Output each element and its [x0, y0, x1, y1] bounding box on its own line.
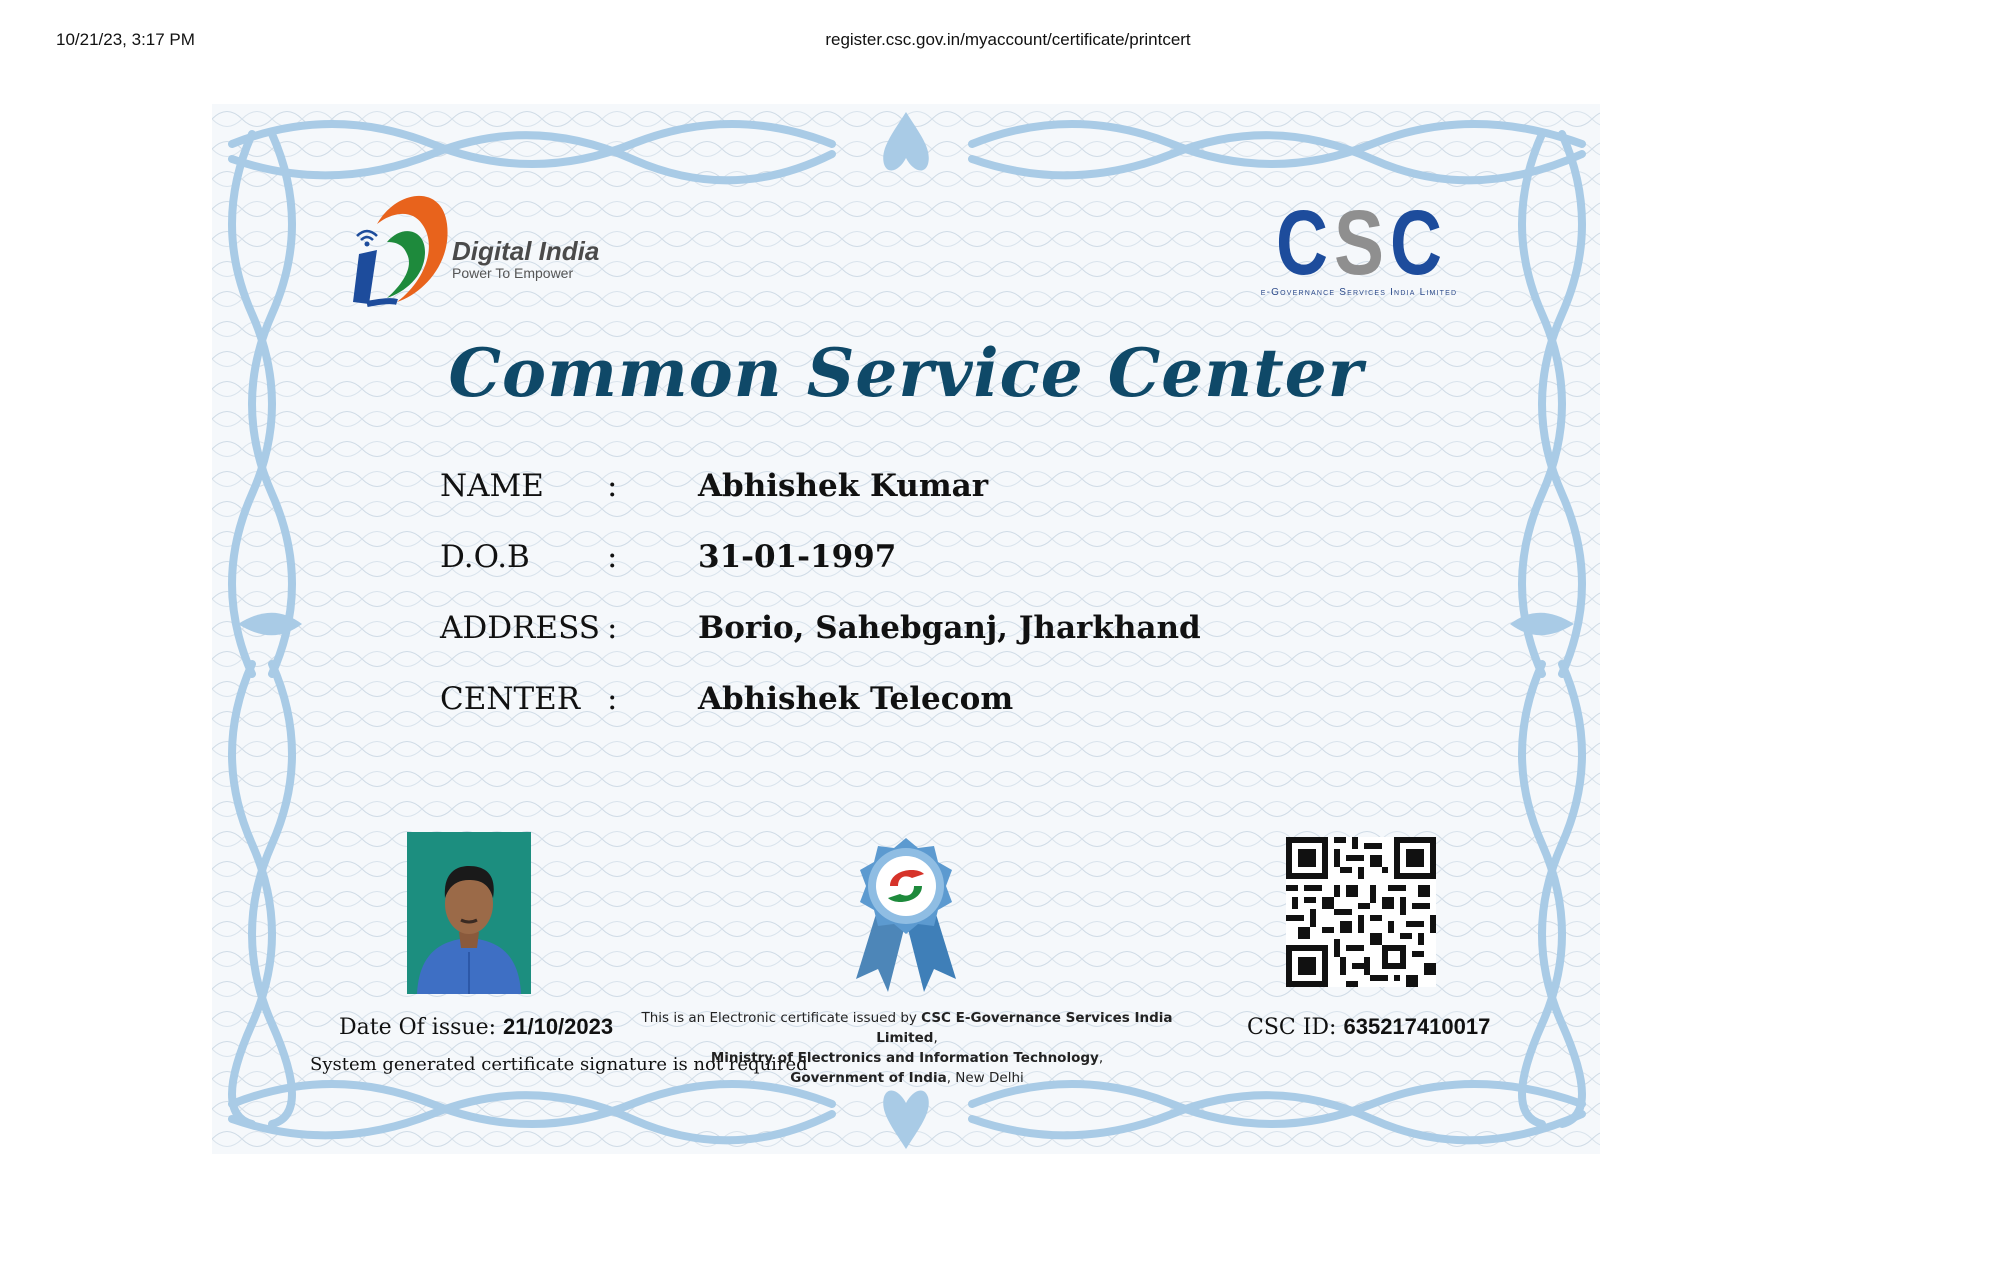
print-url: register.csc.gov.in/myaccount/certificate/printcert	[825, 30, 1191, 49]
issuer-comma-1: ,	[933, 1030, 938, 1046]
issuer-ministry: Ministry of Electronics and Information Technology	[710, 1050, 1099, 1066]
issuer-lead: This is an Electronic certificate issued by	[641, 1010, 922, 1026]
signature-note: System generated certificate signature is not required	[310, 1054, 808, 1075]
issuer-statement	[612, 1008, 1202, 1088]
date-of-issue	[339, 1014, 613, 1040]
name-colon: :	[607, 468, 618, 504]
csc-id-label: CSC ID:	[1247, 1015, 1337, 1040]
svg-text:C: C	[1390, 192, 1442, 294]
qr-code-icon	[1286, 837, 1436, 987]
dob-value: 31-01-1997	[698, 539, 897, 575]
date-of-issue-label: Date Of issue:	[339, 1015, 496, 1040]
digital-india-name: Digital India	[452, 236, 600, 266]
csc-id-value: 635217410017	[1343, 1014, 1491, 1039]
address-colon: :	[607, 610, 618, 646]
name-value: Abhishek Kumar	[698, 468, 989, 504]
csc-subtitle: e-Governance Services India Limited	[1260, 287, 1458, 298]
csc-logo	[1224, 192, 1494, 298]
seal-ribbon-icon	[846, 834, 966, 994]
issuer-government: Government of India	[790, 1070, 947, 1086]
print-timestamp: 10/21/23, 3:17 PM	[56, 30, 195, 49]
address-label: ADDRESS	[440, 610, 600, 646]
date-of-issue-value: 21/10/2023	[503, 1014, 614, 1039]
digital-india-tagline: Power To Empower	[452, 265, 574, 281]
address-value: Borio, Sahebganj, Jharkhand	[698, 610, 1201, 646]
issuer-place: , New Delhi	[946, 1070, 1024, 1086]
dob-colon: :	[607, 539, 618, 575]
certificate-title: Common Service Center	[448, 334, 1364, 412]
issuer-comma-2: ,	[1098, 1050, 1104, 1066]
digital-india-text	[452, 236, 599, 281]
center-value: Abhishek Telecom	[698, 681, 1014, 717]
center-label: CENTER	[440, 681, 581, 717]
svg-text:C: C	[1276, 192, 1328, 294]
dob-label: D.O.B	[440, 539, 530, 575]
certificate	[212, 104, 1600, 1154]
issuer-org: CSC E-Governance Services India Limited	[876, 1010, 1173, 1046]
person-photo-icon	[407, 832, 531, 994]
svg-text:S: S	[1334, 192, 1384, 294]
digital-india-logo-icon	[347, 184, 457, 309]
csc-id	[1247, 1014, 1490, 1040]
name-label: NAME	[440, 468, 544, 504]
holder-photo	[407, 832, 531, 994]
center-colon: :	[607, 681, 618, 717]
